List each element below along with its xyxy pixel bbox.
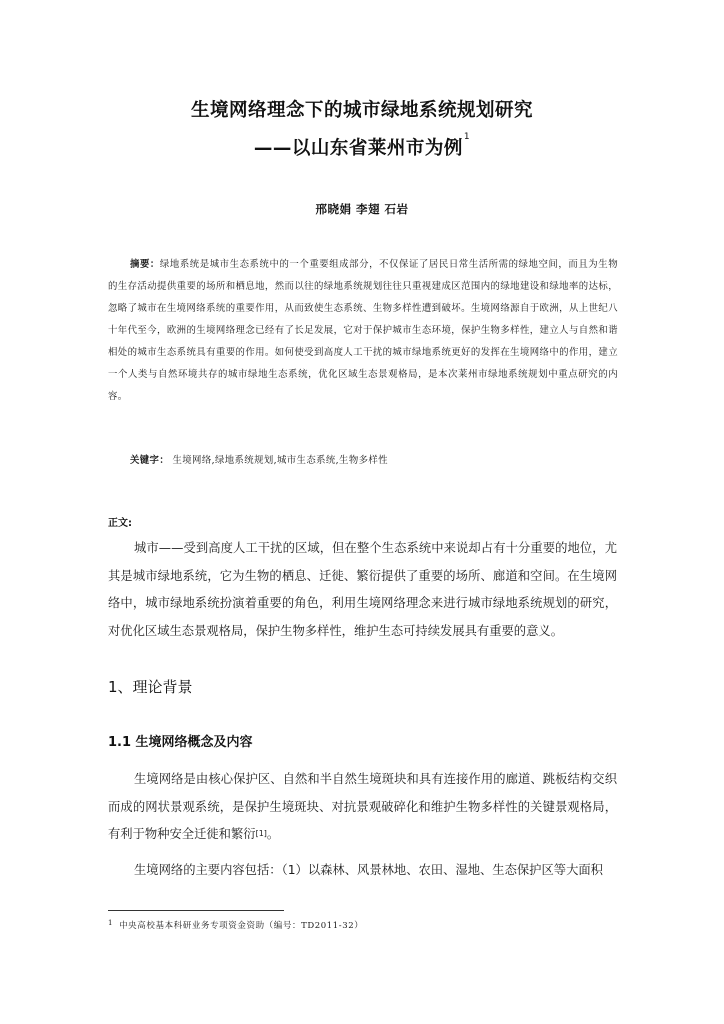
paper-authors: 邢晓娟 李翅 石岩 (315, 202, 409, 216)
abstract-text: 绿地系统是城市生态系统中的一个重要组成部分，不仅保证了居民日常生活所需的绿地空间，而且为生物的生存活动提供重要的场所和栖息地，然而以往的绿地系统规划往往只重视建成区范围内的绿地建设和绿地率的达标，忽略了城市在生境网络系统的重要作用，从而致使生态系统、生物多样性遭到破坏。生境网络源自于欧洲，从上世纪八十年代至今，欧洲的生境网络理念已经有了长足发展，它对于保护城市生态环境，保护生物多样性，建立人与自然和谐相处的城市生态系统具有重要的作用。如何使受到高度人工干扰的城市绿地系统更好的发挥在生境网络中的作用，建立一个人类与自然环境共存的城市绿地生态系统，优化区域生态景观格局，是本次莱州市绿地系统规划中重点研究的内容。 (108, 259, 618, 402)
paper-subtitle (0, 134, 724, 160)
footnote-text: 中央高校基本科研业务专项资金资助（编号：TD2011-32） (119, 921, 364, 931)
habitat-network-definition-paragraph (108, 766, 617, 849)
citation-1[interactable]: [1] (255, 829, 267, 838)
paper-title-line2: ——以山东省莱州市为例 (253, 138, 463, 159)
section-1-heading: 1、理论背景 (108, 678, 193, 696)
keywords-text: 生境网络,绿地系统规划,城市生态系统,生物多样性 (172, 455, 388, 466)
footnote (108, 919, 363, 931)
intro-paragraph: 城市——受到高度人工干扰的区域，但在整个生态系统中来说却占有十分重要的地位，尤其是城市绿地系统，它为生物的栖息、迁徙、繁衍提供了重要的场所、廊道和空间。在生境网络中，城市绿地系统扮演着重要的角色，利用生境网络理念来进行城市绿地系统规划的研究，对优化区域生态景观格局，保护生物多样性，维护生态可持续发展具有重要的意义。 (108, 541, 617, 638)
paper-title-line1: 生境网络理念下的城市绿地系统规划研究 (190, 100, 533, 121)
habitat-network-definition-text: 生境网络是由核心保护区、自然和半自然生境斑块和具有连接作用的廊道、跳板结构交织而成的网状景观系统，是保护生境斑块、对抗景观破碎化和维护生物多样性的关键景观格局，有利于物种安全迁徙和繁衍 (108, 772, 617, 841)
keywords (130, 452, 388, 466)
footnote-divider (108, 910, 284, 911)
habitat-network-definition-end: 。 (266, 827, 280, 841)
footnote-mark: 1 (108, 919, 114, 927)
abstract-label: 摘要： (130, 259, 160, 270)
body-label: 正文: (108, 518, 132, 529)
section-1-1-heading: 1.1 生境网络概念及内容 (108, 735, 253, 750)
keywords-label: 关键字： (130, 455, 170, 466)
habitat-network-content-paragraph: 生境网络的主要内容包括：（1）以森林、风景林地、农田、湿地、生态保护区等大面积 (134, 863, 603, 877)
title-footnote-mark: 1 (463, 132, 471, 142)
abstract (108, 254, 618, 408)
paper-title (0, 96, 724, 122)
